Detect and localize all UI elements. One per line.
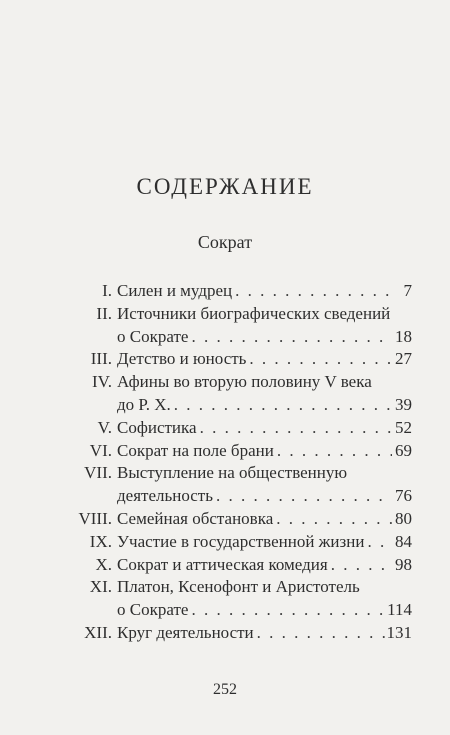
toc-entry-leader [117,394,392,417]
page-title: СОДЕРЖАНИЕ [136,174,314,199]
toc-entry-number: III. [90,349,112,369]
toc-entry-leader [117,599,392,622]
toc-entry-line [0,348,450,371]
toc-entry-leader [117,554,392,577]
toc-entry-line [0,417,450,440]
dot-leader [235,280,392,303]
toc-entry-page: 52 [395,417,412,437]
toc-entry-line [0,622,450,645]
dot-leader [277,440,392,463]
toc-entry-title: Силен и мудрец [117,281,233,300]
toc-entry-number: VIII. [78,508,112,528]
toc-entry-line [0,462,450,485]
toc-entry-line [0,326,450,349]
toc-entry-leader [117,417,392,440]
dot-leader [276,508,392,531]
toc-entry-leader [117,622,392,645]
toc-entry-line [0,485,450,508]
toc-entry-line [0,576,450,599]
toc-entry-number: VII. [84,463,112,483]
toc-entry-page: 18 [395,326,412,346]
toc-entry-title: Сократ и аттическая комедия [117,554,328,574]
toc-entry-line [0,531,450,554]
dot-leader [200,417,392,440]
toc-entry-leader [117,348,392,371]
toc-entry-leader [117,508,392,531]
table-of-contents [0,280,450,645]
toc-entry-number: V. [97,417,112,437]
toc-entry-page: 80 [395,508,412,528]
toc-entry-title: Источники биографических сведений [117,303,391,323]
toc-entry-leader [117,326,392,349]
toc-entry-leader [117,440,392,463]
toc-entry-number: XII. [84,622,112,642]
toc-entry-line [0,599,450,622]
toc-entry-title: Участие в государственной жизни [117,531,365,551]
toc-entry-line [0,440,450,463]
dot-leader [216,485,392,508]
toc-entry-line [0,371,450,394]
section-heading: Сократ [197,232,253,252]
toc-entry-number: XI. [89,577,112,597]
toc-entry-number: IV. [92,372,112,392]
toc-entry-title: до Р. Х. [117,394,171,414]
toc-entry-line [0,508,450,531]
toc-entry-leader [117,485,392,508]
toc-entry-number: VI. [89,440,112,460]
dot-leader [257,622,392,645]
toc-entry-title: Платон, Ксенофонт и Аристотель [117,577,360,597]
toc-entry-page: 114 [387,600,412,620]
toc-entry-page: 84 [395,531,412,551]
toc-entry-leader [117,280,392,303]
toc-entry-leader [117,531,392,554]
dot-leader [249,348,392,371]
toc-entry-title: Выступление на общественную [117,463,348,483]
toc-entry-page: 7 [403,281,412,300]
toc-entry-number: II. [96,303,112,323]
dot-leader [367,531,392,554]
toc-entry-page: 131 [386,622,412,642]
page-number: 252 [213,681,237,698]
toc-entry-page: 69 [395,440,412,460]
toc-entry-title: Детство и юность [117,349,247,369]
toc-entry-number: X. [95,554,112,574]
toc-entry-title: о Сократе [117,600,189,620]
toc-entry-page: 27 [395,349,412,369]
toc-entry-page: 98 [395,554,412,574]
toc-entry-number: IX. [89,531,112,551]
toc-entry-line [0,303,450,326]
toc-entry-line [0,280,450,303]
toc-entry-title: деятельность [117,486,213,506]
toc-entry-title: Афины во вторую половину V века [117,372,372,392]
dot-leader [191,326,392,349]
toc-entry-number: I. [102,281,112,300]
dot-leader [331,554,392,577]
dot-leader [174,394,392,417]
toc-entry-line [0,554,450,577]
dot-leader [191,599,392,622]
toc-entry-title: Софистика [117,417,197,437]
toc-entry-title: о Сократе [117,326,189,346]
toc-entry-page: 76 [395,486,412,506]
toc-entry-title: Сократ на поле брани [117,440,274,460]
toc-entry-title: Семейная обстановка [117,508,274,528]
toc-entry-page: 39 [395,394,412,414]
toc-entry-title: Круг деятельности [117,622,254,642]
toc-entry-line [0,394,450,417]
